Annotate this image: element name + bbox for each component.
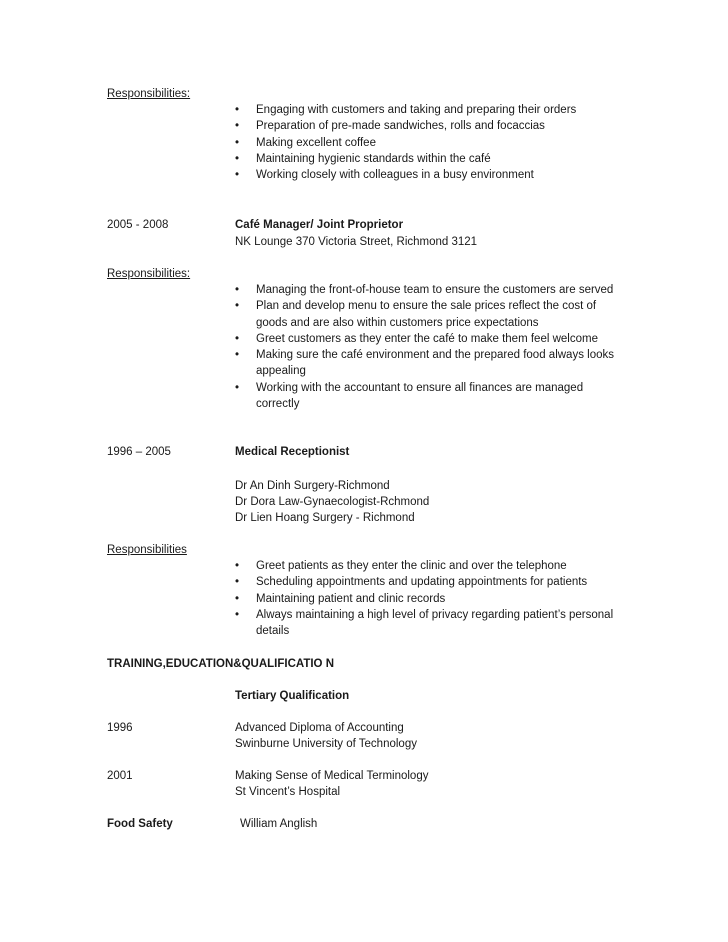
section-subheading: Tertiary Qualification <box>235 690 350 702</box>
job-employer: Dr Lien Hoang Surgery - Richmond <box>235 512 415 524</box>
list-item: • Maintaining hygienic standards within the café <box>235 151 620 167</box>
education-course: Making Sense of Medical Terminology <box>235 770 429 782</box>
education-institution: Swinburne University of Technology <box>235 738 417 750</box>
bullet-icon: • <box>235 120 240 133</box>
education-course: Advanced Diploma of Accounting <box>235 722 404 734</box>
bullet-icon: • <box>235 152 240 165</box>
list-item: • Working closely with colleagues in a busy environment <box>235 167 620 183</box>
responsibilities-heading: Responsibilities <box>107 544 187 556</box>
education-year: 1996 <box>107 722 133 734</box>
bullet-icon: • <box>235 169 240 182</box>
list-item: • Greet patients as they enter the clinic and over the telephone <box>235 558 620 574</box>
responsibilities-list <box>235 558 620 639</box>
responsibilities-heading: Responsibilities: <box>107 88 191 100</box>
job-employer: Dr An Dinh Surgery-Richmond <box>235 480 390 492</box>
job-title: Medical Receptionist <box>235 446 350 458</box>
section-heading: TRAINING,EDUCATION&QUALIFICATIO N <box>107 658 335 670</box>
list-item: • Working with the accountant to ensure all finances are managed correctly <box>235 381 584 411</box>
bullet-icon: • <box>235 576 240 589</box>
bullet-icon: • <box>235 332 240 345</box>
bullet-icon: • <box>235 136 240 149</box>
list-item: • Engaging with customers and taking and preparing their orders <box>235 102 620 118</box>
responsibilities-list <box>235 282 620 412</box>
bullet-icon: • <box>235 560 240 572</box>
education-year: 2001 <box>107 770 133 782</box>
bullet-icon: • <box>235 592 240 605</box>
list-item: • Preparation of pre-made sandwiches, rolls and focaccias <box>235 118 620 134</box>
responsibilities-list <box>235 102 620 183</box>
bullet-icon: • <box>235 381 240 394</box>
list-item: • Scheduling appointments and updating appointments for patients <box>235 574 620 590</box>
bullet-icon: • <box>235 349 240 362</box>
job-title: Café Manager/ Joint Proprietor <box>235 219 404 231</box>
job-employer: NK Lounge 370 Victoria Street, Richmond 3121 <box>235 236 478 248</box>
education-institution: St Vincent’s Hospital <box>235 786 341 798</box>
bullet-icon: • <box>235 284 240 296</box>
list-item: • Always maintaining a high level of privacy regarding patient’s personal details <box>235 608 614 638</box>
list-item: • Plan and develop menu to ensure the sale prices reflect the cost of goods and are also within customers price expectations <box>235 300 597 329</box>
bullet-icon: • <box>235 608 240 621</box>
list-item: • Greet customers as they enter the café to make them feel welcome <box>235 331 620 347</box>
bullet-icon: • <box>235 104 240 116</box>
responsibilities-heading: Responsibilities: <box>107 268 191 280</box>
list-item: • Managing the front-of-house team to ensure the customers are served <box>235 282 620 298</box>
job-dates: 2005 - 2008 <box>107 219 169 231</box>
bullet-icon: • <box>235 300 240 313</box>
job-employer: Dr Dora Law-Gynaecologist-Rchmond <box>235 496 430 508</box>
food-safety-label: Food Safety <box>107 818 173 830</box>
list-item: • Maintaining patient and clinic records <box>235 591 620 607</box>
job-dates: 1996 – 2005 <box>107 446 171 458</box>
list-item: • Making sure the café environment and the prepared food always looks appealing <box>235 349 614 378</box>
list-item: • Making excellent coffee <box>235 135 620 151</box>
food-safety-provider: William Anglish <box>240 818 318 830</box>
